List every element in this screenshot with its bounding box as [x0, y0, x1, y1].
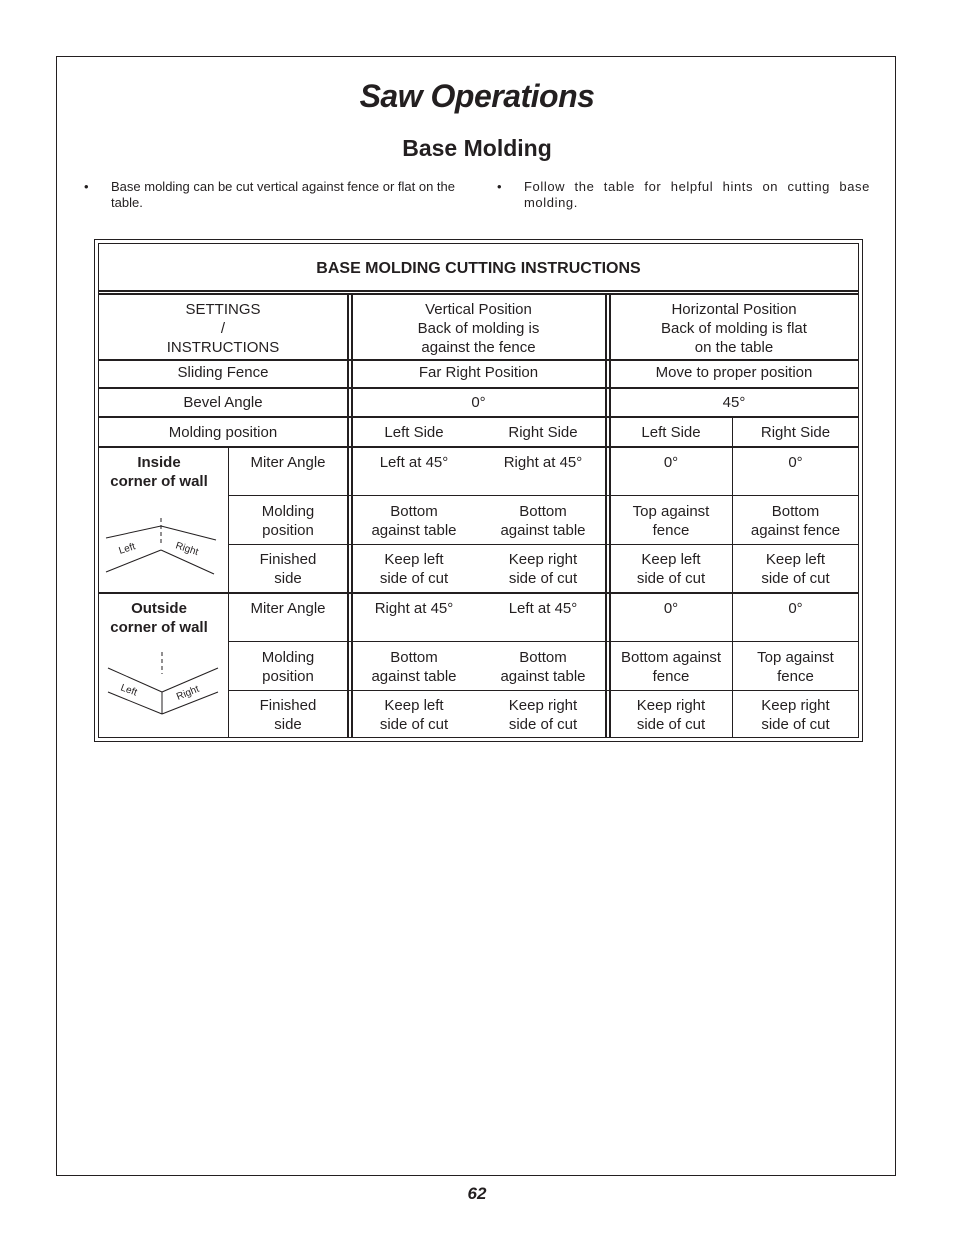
inside-horizontal-left-cell: 0°	[663, 454, 679, 471]
table-rule	[99, 387, 858, 389]
inside-row-label: Molding position	[261, 502, 315, 539]
outside-vertical-left-cell: Keep left side of cut	[379, 697, 449, 733]
sliding-fence-vertical: Far Right Position	[418, 364, 539, 381]
inside-vertical-right-cell: Right at 45°	[503, 454, 583, 471]
molding-edge-line	[161, 526, 216, 540]
outside-horizontal-left-cell: Bottom against fence	[620, 648, 722, 685]
sliding-fence-horizontal: Move to proper position	[655, 364, 813, 381]
table-rule	[228, 544, 858, 545]
molding-edge-line	[106, 526, 161, 538]
diagram-right-label: Right	[175, 683, 201, 703]
outside-horizontal-right-cell: 0°	[788, 600, 803, 617]
diagram-left-label: Left	[117, 541, 137, 557]
outside-row-label: Molding position	[261, 648, 315, 685]
table-rule	[228, 641, 858, 642]
inside-horizontal-left-cell: Keep left side of cut	[636, 551, 706, 587]
outside-vertical-left-cell: Right at 45°	[374, 600, 454, 617]
inside-horizontal-right-cell: Bottom against fence	[750, 502, 841, 539]
bullet-text: Follow the table for helpful hints on cutting base molding.	[524, 179, 870, 210]
molding-edge-line	[106, 550, 161, 572]
outside-vertical-right-cell: Keep right side of cut	[508, 697, 578, 733]
molding-position-label: Molding position	[168, 424, 278, 441]
header-horizontal-position: Horizontal Position Back of molding is flat on the table	[661, 301, 807, 356]
table-rule	[228, 495, 858, 496]
outside-vertical-left-cell: Bottom against table	[371, 648, 457, 685]
table-title: BASE MOLDING CUTTING INSTRUCTIONS	[316, 260, 641, 277]
table-rule	[99, 416, 858, 418]
header-settings: SETTINGS / INSTRUCTIONS	[166, 301, 280, 356]
inside-row-label: Miter Angle	[250, 454, 326, 471]
outside-corner-diagram	[104, 652, 224, 718]
outside-row-label: Finished side	[259, 697, 317, 733]
table-rule	[99, 290, 858, 292]
outside-corner-label: Outside corner of wall	[110, 600, 208, 636]
inside-vertical-right-cell: Bottom against table	[500, 502, 586, 539]
outside-horizontal-left-cell: 0°	[663, 600, 679, 617]
inside-horizontal-right-cell: 0°	[788, 454, 803, 471]
vertical-right-side: Right Side	[508, 424, 578, 441]
inside-horizontal-left-cell: Top against fence	[632, 502, 710, 539]
table-rule	[99, 446, 858, 448]
inside-vertical-left-cell: Bottom against table	[371, 502, 457, 539]
outside-row-label: Miter Angle	[250, 600, 326, 617]
bullet-text: Base molding can be cut vertical against fence or flat on the table.	[111, 179, 455, 210]
bevel-angle-label: Bevel Angle	[183, 394, 263, 411]
section-title: Base Molding	[402, 135, 552, 161]
bullet-marker: •	[84, 179, 89, 194]
table-rule	[228, 690, 858, 691]
horizontal-left-side: Left Side	[641, 424, 701, 441]
inside-corner-diagram	[102, 518, 222, 578]
bevel-angle-horizontal: 45°	[722, 394, 746, 411]
inside-horizontal-right-cell: Keep left side of cut	[761, 551, 830, 587]
diagram-left-label: Left	[118, 682, 139, 699]
table-rule	[605, 294, 607, 737]
inside-vertical-left-cell: Keep left side of cut	[379, 551, 449, 587]
horizontal-right-side: Right Side	[760, 424, 831, 441]
table-rule	[347, 294, 349, 737]
page-title: Saw Operations	[359, 78, 595, 114]
page-number: 62	[467, 1184, 487, 1203]
bevel-angle-vertical: 0°	[471, 394, 486, 411]
outside-vertical-right-cell: Bottom against table	[500, 648, 586, 685]
outside-horizontal-right-cell: Top against fence	[757, 648, 834, 685]
inside-row-label: Finished side	[259, 551, 317, 587]
header-vertical-position: Vertical Position Back of molding is against the fence	[417, 301, 540, 356]
table-rule	[99, 359, 858, 361]
table-rule	[228, 447, 229, 737]
diagram-right-label: Right	[174, 540, 200, 559]
inside-vertical-left-cell: Left at 45°	[379, 454, 449, 471]
inside-corner-label: Inside corner of wall	[110, 454, 208, 490]
outside-horizontal-left-cell: Keep right side of cut	[636, 697, 706, 733]
table-rule	[99, 293, 858, 295]
sliding-fence-label: Sliding Fence	[177, 364, 269, 381]
bullet-marker: •	[497, 179, 502, 194]
outside-horizontal-right-cell: Keep right side of cut	[761, 697, 830, 733]
table-rule	[99, 592, 858, 594]
vertical-left-side: Left Side	[384, 424, 444, 441]
inside-vertical-right-cell: Keep right side of cut	[508, 551, 578, 587]
outside-vertical-right-cell: Left at 45°	[508, 600, 578, 617]
